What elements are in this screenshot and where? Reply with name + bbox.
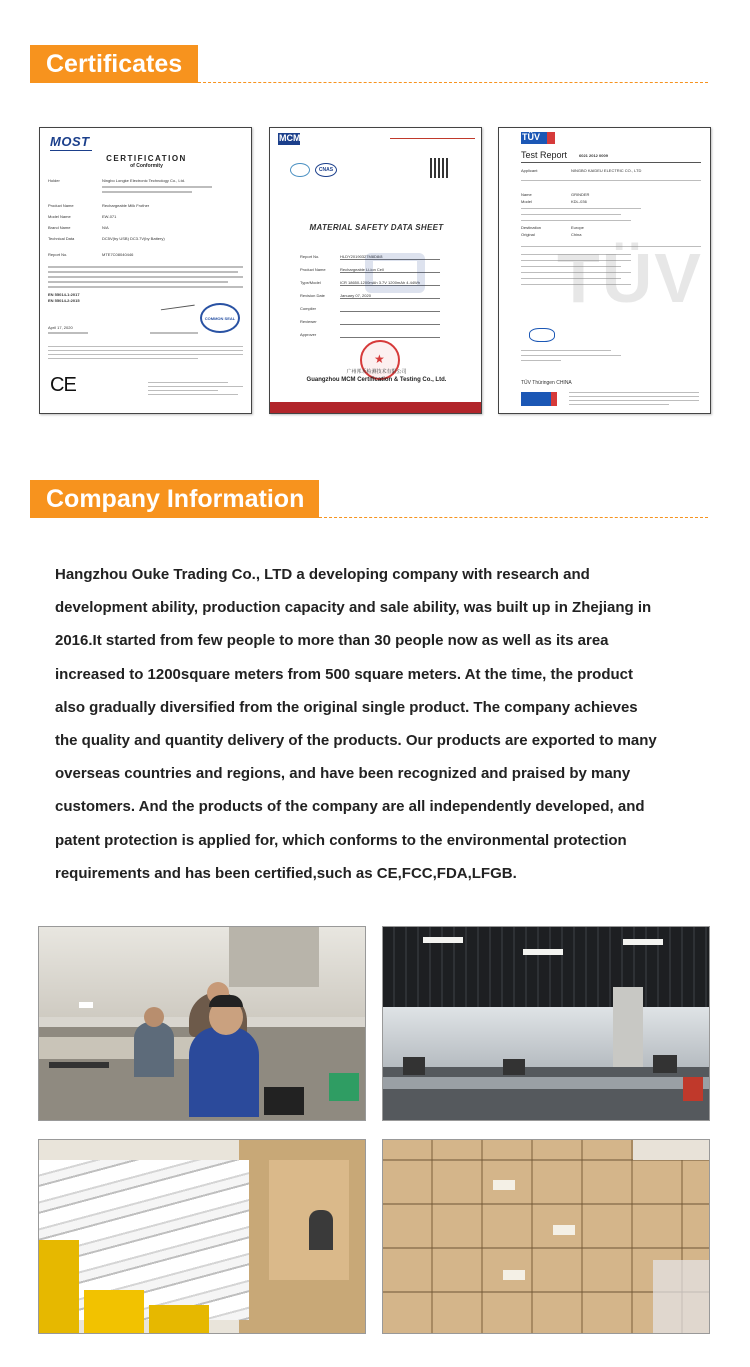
- seal-text: COMMON SEAL: [204, 315, 236, 321]
- tuv-field-label: Applicant: [521, 168, 538, 173]
- report-number: 6021 2012 0009: [579, 153, 608, 158]
- company-info-header: [30, 480, 708, 520]
- description-line: the quality and quantity delivery of the products. Our products are exported to many: [55, 732, 657, 750]
- cert-date: April 17, 2020: [48, 325, 73, 330]
- certificate-tuv[interactable]: [498, 127, 711, 414]
- tuv-stamp: [529, 328, 555, 342]
- msds-field-value: January 07, 2020: [340, 293, 371, 298]
- tuv-watermark: TÜV: [557, 239, 703, 317]
- ce-mark: CE: [50, 374, 76, 396]
- cert-field-value: Ningbo Longke Electronic Technology Co., Ltd.: [102, 178, 186, 183]
- description-line: also gradually diversified from the original single product. The company achieves: [55, 698, 638, 716]
- ilac-badge: [290, 163, 310, 177]
- certificate-most[interactable]: [39, 127, 252, 414]
- signature: [159, 294, 194, 311]
- cert-field-value: Rechargeable Milk Frother: [102, 203, 150, 208]
- company-description: [55, 558, 705, 890]
- workshop-photo[interactable]: [38, 926, 366, 1121]
- tuv-company: TÜV Thüringen CHINA: [521, 380, 572, 386]
- certificates-divider: [198, 82, 708, 83]
- test-report-heading: Test Report: [521, 150, 568, 160]
- msds-heading: MATERIAL SAFETY DATA SHEET: [309, 223, 444, 232]
- cnas-badge: [315, 163, 337, 177]
- tuv-footer-logo-red: [551, 392, 557, 406]
- mcm-logo: MCM: [279, 133, 301, 143]
- cert-field-value: EW-071: [102, 214, 117, 219]
- description-line: 2016.It started from few people to more than 30 people now as well as its area: [55, 632, 609, 650]
- office-photo[interactable]: [382, 926, 710, 1121]
- header-red-rule: [390, 138, 475, 139]
- tuv-field-value: Europe: [571, 225, 584, 230]
- tuv-footer-logo: [521, 392, 551, 406]
- tuv-logo: TÜV: [522, 132, 540, 142]
- description-line: customers. And the products of the company are all independently developed, and: [55, 798, 645, 816]
- msds-field-value: ICR 18650-1200mAh 3.7V 1200mAh 4.44Wh: [340, 280, 421, 285]
- description-line: overseas countries and regions, and have been recognized and praised by many: [55, 765, 631, 783]
- qr-code: [430, 158, 450, 178]
- most-logo: MOST: [50, 134, 90, 149]
- company-info-title: Company Information: [30, 480, 319, 518]
- cert-field-label: Product Name: [48, 203, 74, 208]
- description-line: Hangzhou Ouke Trading Co., LTD a developing company with research and: [55, 566, 590, 583]
- footer-red-bar: [270, 402, 482, 413]
- tuv-field-value: GRINDER: [571, 192, 590, 197]
- tuv-field-value: NINGBO KAIDEU ELECTRIC CO., LTD: [571, 168, 642, 173]
- msds-field-value: HLDY20190327M8D8/8: [340, 254, 383, 259]
- cert-field-value: MTE7C08040446: [102, 252, 134, 257]
- msds-field-label: Report No.: [300, 254, 320, 259]
- footer-en: Guangzhou MCM Certification & Testing Co., Ltd.: [306, 377, 447, 383]
- msds-field-label: Reviewer: [300, 319, 317, 324]
- cert-field-value: N/A: [102, 225, 109, 230]
- cert-field-label: Technical Data: [48, 236, 75, 241]
- tuv-field-label: Name: [521, 192, 532, 197]
- description-line: increased to 1200square meters from 500 square meters. At the time, the product: [55, 665, 633, 683]
- cert-standard: EN 55014-2:2015: [48, 298, 80, 303]
- cert-field-label: Report No.: [48, 252, 68, 257]
- stamp-star: ★: [374, 352, 385, 366]
- tuv-field-label: Original: [521, 232, 535, 237]
- company-info-divider: [319, 517, 708, 518]
- common-seal: [200, 303, 240, 333]
- warehouse-photo[interactable]: [382, 1139, 710, 1334]
- tuv-field-value: KDL-036: [571, 199, 587, 204]
- cert-subheading: of Conformity: [130, 163, 163, 169]
- cert-field-label: Brand Name: [48, 225, 71, 230]
- products-photo[interactable]: [38, 1139, 366, 1334]
- description-line: development ability, production capacity and sale ability, was built up in Zhejiang in: [55, 599, 652, 617]
- cert-field-label: Holder: [48, 178, 60, 183]
- description-line: patent protection is applied for, which conforms to the environmental protection: [55, 831, 627, 849]
- msds-field-label: Product Name: [300, 267, 326, 272]
- msds-field-label: Type/Model: [300, 280, 321, 285]
- cert-standard: EN 55014-1:2017: [48, 292, 80, 297]
- msds-field-label: Revision Date: [300, 293, 325, 298]
- tuv-logo-red: [547, 132, 555, 144]
- certificates-header: [30, 45, 708, 85]
- tuv-field-label: Model: [521, 199, 532, 204]
- cert-field-label: Model Name: [48, 214, 71, 219]
- msds-field-label: Approver: [300, 332, 317, 337]
- description-line: requirements and has been certified,such as CE,FCC,FDA,LFGB.: [55, 864, 517, 882]
- certificate-mcm[interactable]: [269, 127, 482, 414]
- mcm-watermark: [365, 253, 425, 293]
- cert-heading: CERTIFICATION: [106, 154, 187, 163]
- footer-cn: 广州邦禾检测技术有限公司: [346, 369, 407, 375]
- msds-field-label: Compiler: [300, 306, 317, 311]
- cert-field-value: DC5V(by USB) DC3.7V(by Battery): [102, 236, 165, 241]
- cnas-label: CNAS: [318, 167, 334, 173]
- tuv-field-value: China: [571, 232, 582, 237]
- certificates-title: Certificates: [30, 45, 198, 83]
- msds-field-value: Rechargeable Li-ion Cell: [340, 267, 384, 272]
- tuv-field-label: Destination: [521, 225, 542, 230]
- most-logo-underline: [50, 150, 92, 151]
